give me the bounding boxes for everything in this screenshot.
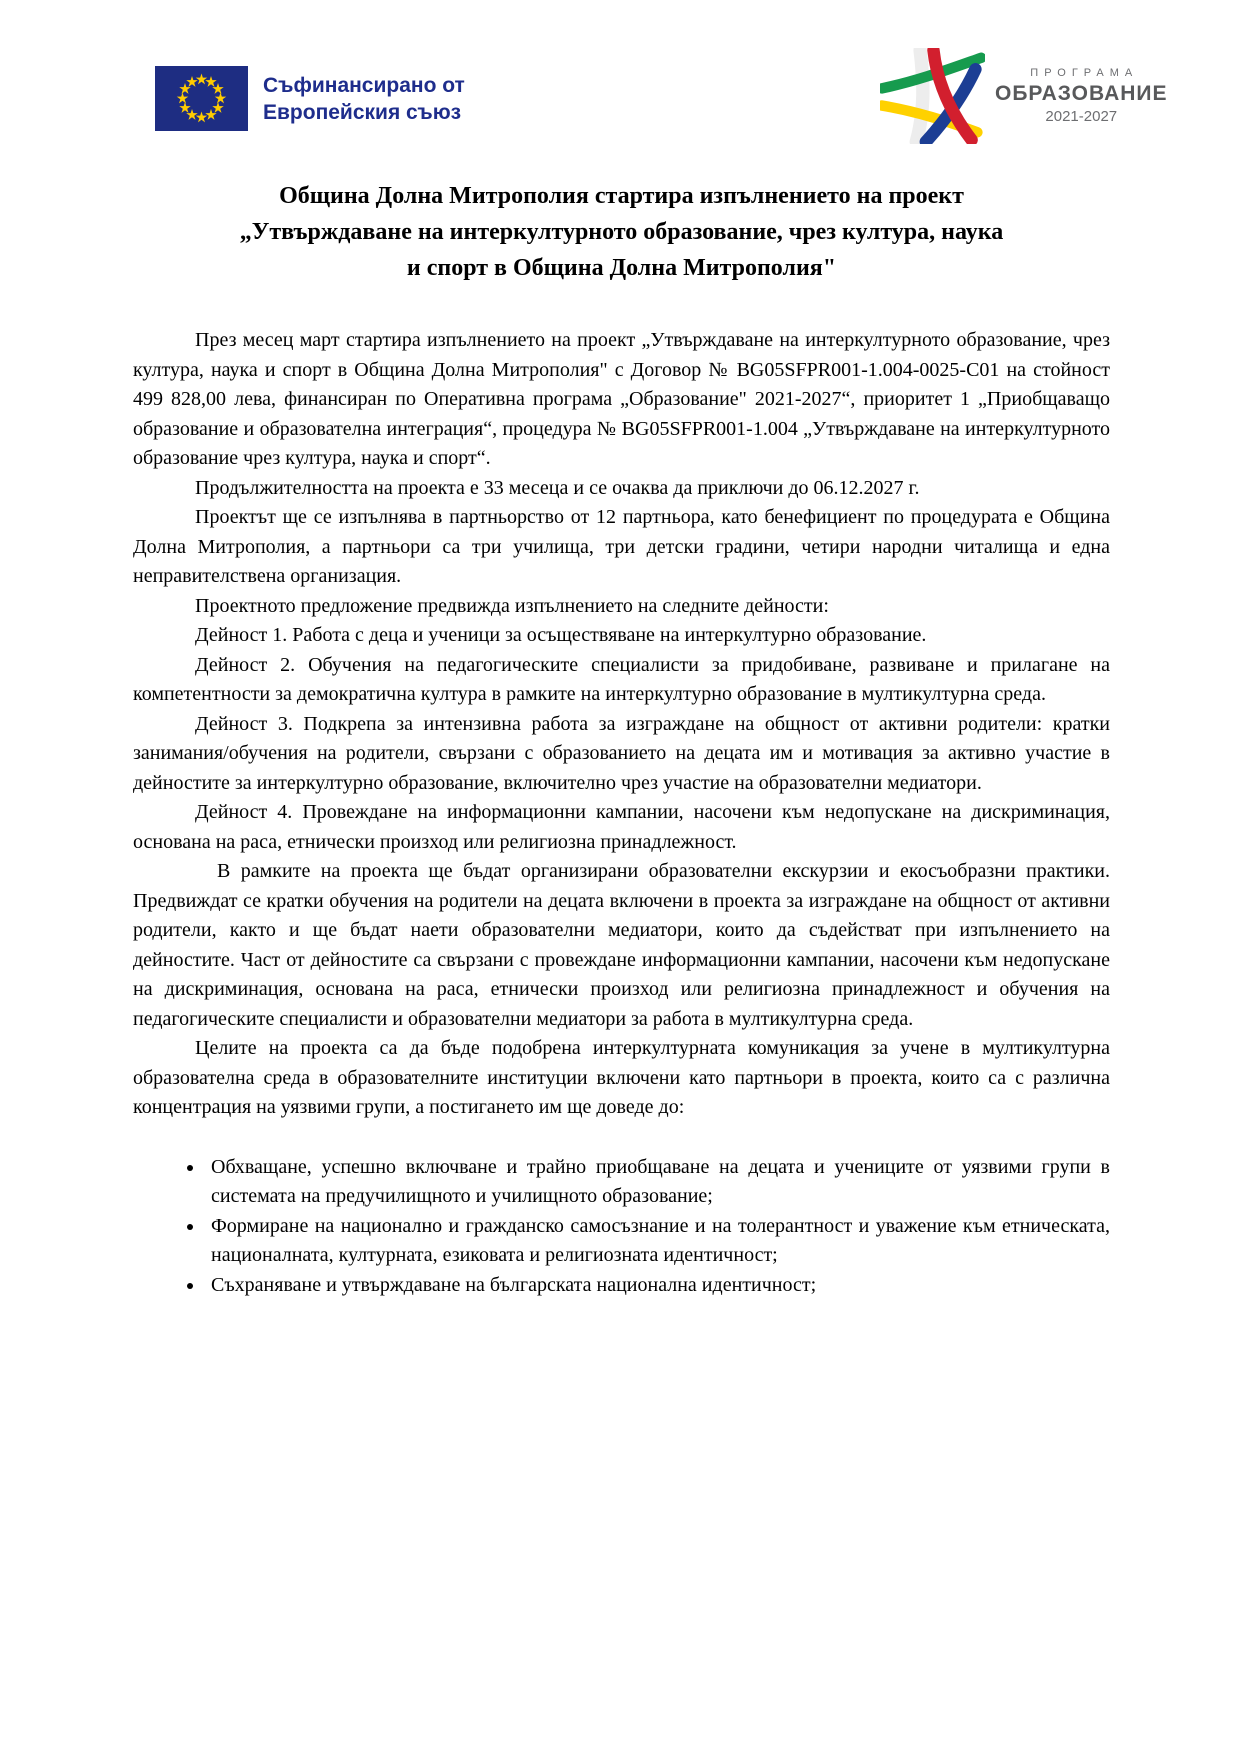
program-obrazovanie-logo — [880, 48, 1168, 144]
paragraph-1: През месец март стартира изпълнението на проект „Утвърждаване на интеркултурното образование, чрез култура, наука и спорт в Община Долна Митрополия" с Договор № BG05SFPR001-1.004-0025-C01 на стойност 499 828,00 лева, финансиран по Оперативна програма „Образование" 2021-2027“, приоритет 1 „Приобщаващо образование и образователна интеграция“, процедура № BG05SFPR001-1.004 „Утвърждаване на интеркултурното образование чрез култура, наука и спорт“. — [133, 329, 1110, 469]
paragraph-2: Продължителността на проекта е 33 месеца и се очаква да приключи до 06.12.2027 г. — [195, 476, 920, 499]
paragraph-5: Дейност 1. Работа с деца и ученици за осъществяване на интеркултурно образование. — [195, 624, 927, 646]
paragraph-10: Целите на проекта са да бъде подобрена интеркултурната комуникация за учене в мултикултурна образователна среда в образователните институции включени като партньори в проекта, които са с различна концентрация на уязвими групи, а постигането им ще доведе до: — [133, 1037, 1110, 1118]
program-label: ПРОГРАМА — [1030, 67, 1139, 79]
title-line-1: Община Долна Митрополия стартира изпълнението на проект — [279, 183, 964, 209]
eu-cofunded-logo — [155, 66, 465, 131]
eu-flag-icon — [155, 66, 248, 131]
eu-cofunded-line1: Съфинансирано от — [263, 73, 465, 97]
program-years: 2021-2027 — [1045, 108, 1118, 125]
eu-cofunded-text — [263, 72, 465, 126]
program-logo-text — [995, 67, 1168, 125]
program-ribbons-icon — [880, 48, 985, 144]
title-line-2: „Утвърждаване на интеркултурното образование, чрез култура, наука — [239, 219, 1004, 245]
bullet-list — [133, 1153, 1110, 1301]
paragraph-4: Проектното предложение предвижда изпълнението на следните дейности: — [195, 594, 829, 617]
document-body — [133, 178, 1110, 1300]
paragraph-3: Проектът ще се изпълнява в партньорство от 12 партньора, като бенефициент по процедурата е Община Долна Митрополия, а партньори са три училища, три детски градини, четири народни читалища и една неправителствена организация. — [133, 506, 1110, 587]
bullet-item-1: • Обхващане, успешно включване и трайно приобщаване на децата и учениците от уязвими групи в системата на предучилищното и училищното образование; — [205, 1153, 1110, 1212]
eu-cofunded-line2: Европейския съюз — [263, 100, 462, 124]
program-name: ОБРАЗОВАНИЕ — [995, 82, 1168, 105]
paragraph-9: В рамките на проекта ще бъдат организирани образователни екскурзии и екосъобразни практики. Предвиждат се кратки обучения на родители на децата включени в проекта за изграждане на общност от активни родители, както и ще бъдат наети образователни медиатори, които да съдействат при изпълнението на дейностите. Част от дейностите са свързани с провеждане информационни кампании, насочени към недопускане на дискриминация, основана на раса, етнически произход или религиозна принадлежност и обучения на педагогическите специалисти и образователни медиатори за работа в мултикултурна среда. — [133, 860, 1110, 1030]
paragraph-6: Дейност 2. Обучения на педагогическите специалисти за придобиване, развиване и прилагане на компетентности за демократична култура в рамките на интеркултурно образование в мултикултурна среда. — [133, 653, 1110, 705]
bullet-item-2: • Формиране на национално и гражданско самосъзнание и на толерантност и уважение към етническата, националната, културната, езиковата и религиозната идентичност; — [205, 1212, 1110, 1271]
document-title — [133, 178, 1110, 286]
paragraph-8: Дейност 4. Провеждане на информационни кампании, насочени към недопускане на дискриминация, основана на раса, етнически произход или религиозна принадлежност. — [133, 801, 1110, 853]
title-line-3: и спорт в Община Долна Митрополия" — [406, 255, 837, 281]
bullet-item-3: • Съхраняване и утвърждаване на българската национална идентичност; — [205, 1271, 1110, 1301]
paragraph-7: Дейност 3. Подкрепа за интензивна работа за изграждане на общност от активни родители: кратки занимания/обучения на родители, свързани с образованието на децата им и мотивация за активно участие в дейностите за интеркултурно образование, включително чрез участие на образователни медиатори. — [133, 712, 1110, 794]
